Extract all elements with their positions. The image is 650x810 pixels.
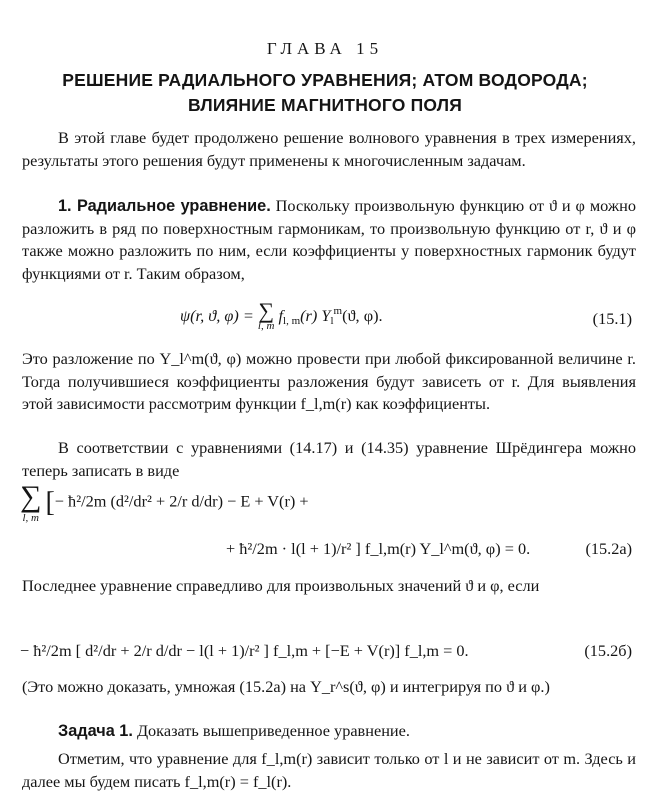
- section-heading: 1. Радиальное уравнение.: [58, 197, 271, 215]
- eq2-line1: − ħ²/2m (d²/dr² + 2/r d/dr) − E + V(r) +: [54, 491, 309, 511]
- chapter-label: ГЛАВА 15: [266, 39, 384, 58]
- eq1-number: (15.1): [592, 309, 632, 328]
- eq3-number: (15.2б): [584, 641, 632, 660]
- section1-paragraph: [22, 195, 636, 285]
- equation-15-2a-line2: + ħ²/2m · l(l + 1)/r² ] f_l,m(r) Y_l^m(ϑ, φ) = 0.: [226, 539, 531, 558]
- intro-paragraph: В этой главе будет продолжено решение волнового уравнения в трех измерениях, результаты этого решения будут применены к многочисленным задачам.: [22, 128, 636, 170]
- paragraph-condition: Последнее уравнение справедливо для произвольных значений ϑ и φ, если: [22, 576, 540, 595]
- equation-15-1: ψ(r, ϑ, φ) = ∑ l, m $f_{l, m}(r)$ $Y_l^m(ϑ$, φ).: [180, 298, 383, 333]
- chapter-title-line2: ВЛИЯНИЕ МАГНИТНОГО ПОЛЯ: [187, 95, 463, 115]
- eq2-sum: ∑ l, m: [20, 480, 42, 524]
- chapter-title-line1: РЕШЕНИЕ РАДИАЛЬНОГО УРАВНЕНИЯ; АТОМ ВОДОРОДА;: [62, 70, 588, 90]
- paragraph-final: Отметим, что уравнение для f_l,m(r) зависит только от l и не зависит от m. Здесь и далее мы будем писать f_l,m(r) = f_l(r).: [22, 749, 636, 791]
- task-label: Задача 1.: [58, 722, 133, 740]
- eq1-lhs: ψ(r, ϑ, φ) =: [180, 306, 254, 325]
- equation-15-2a-line1: ∑ l, m [− ħ²/2m (d²/dr² + 2/r d/dr) − E + V(r) +: [20, 480, 309, 524]
- section1-text: Поскольку произвольную функцию от ϑ и φ можно разложить в ряд по поверхностным гармоникам, то произвольную функцию от r, ϑ и φ также можно разложить по ним, если коэффициенты у поверхностных гармоник будут функциями от r. Таким образом,: [22, 196, 636, 283]
- paragraph-schrodinger: В соответствии с уравнениями (14.17) и (14.35) уравнение Шрёдингера можно теперь записать в виде: [22, 438, 636, 480]
- task-1: [22, 720, 636, 743]
- paragraph-proof-hint: (Это можно доказать, умножая (15.2а) на Y_r^s(ϑ, φ) и интегрируя по ϑ и φ.): [22, 677, 550, 696]
- eq1-sum: ∑ l, m: [257, 298, 275, 333]
- task-text: Доказать вышеприведенное уравнение.: [136, 721, 410, 740]
- equation-15-2b: − ħ²/2m [ d²/dr + 2/r d/dr − l(l + 1)/r² ] f_l,m + [−E + V(r)] f_l,m = 0.: [20, 641, 469, 660]
- paragraph-expansion: Это разложение по Y_l^m(ϑ, φ) можно провести при любой фиксированной величине r. Тогда получившиеся коэффициенты разложения будут зависеть от r. Для выявления этой зависимости рассмотрим функции f_l,m(r) как коэффициенты.: [22, 349, 636, 413]
- chapter-title: [0, 68, 650, 118]
- eq2-number: (15.2а): [585, 539, 632, 558]
